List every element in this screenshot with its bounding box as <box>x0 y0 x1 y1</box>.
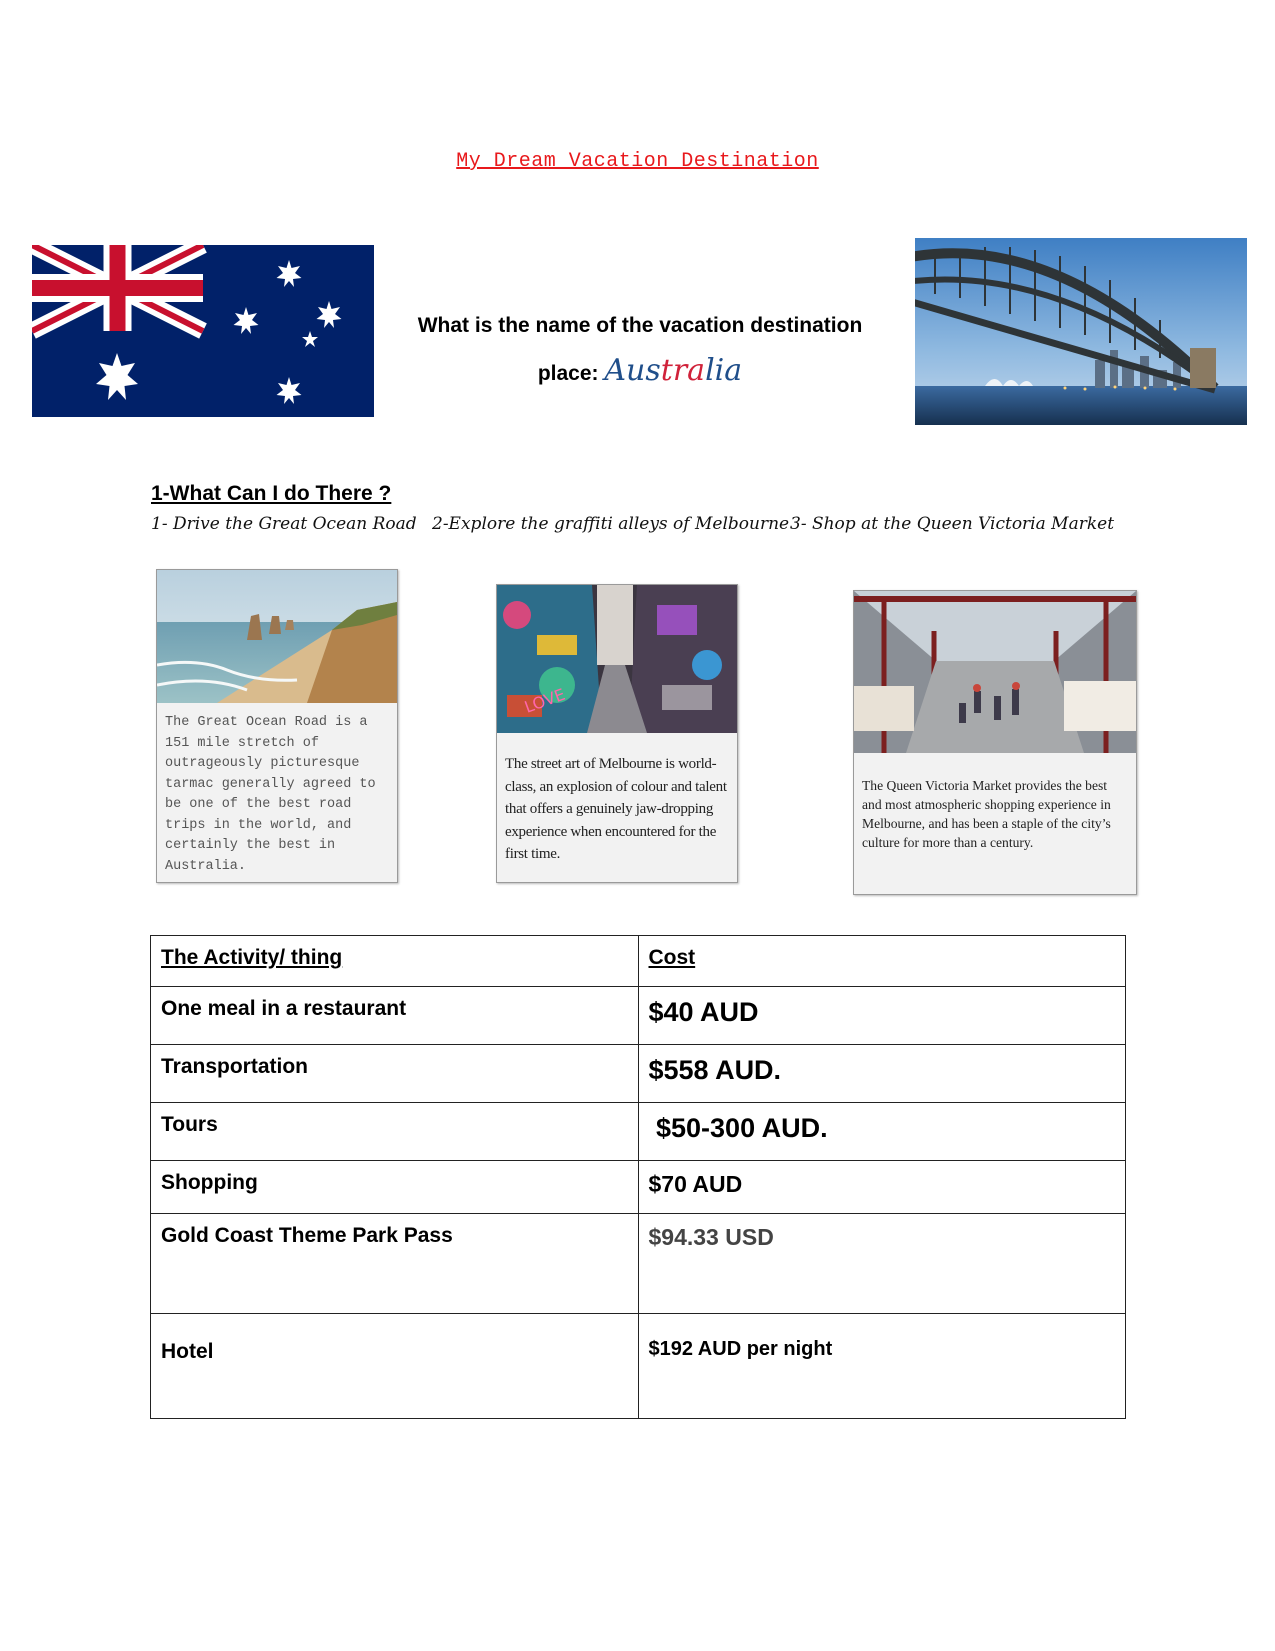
australian-flag-image <box>32 245 374 417</box>
table-row <box>151 1214 1126 1314</box>
activities-heading: 1-What Can I do There ? <box>151 482 392 505</box>
table-row <box>151 1314 1126 1419</box>
cost-cell: $70 AUD <box>638 1161 1126 1214</box>
great-ocean-road-description: The Great Ocean Road is a 151 mile stretch of outrageously picturesque tarmac generally agreed to be one of the best road trips in the world, and certainly the best in Australia. <box>165 715 376 874</box>
question-line-1: What is the name of the vacation destination <box>417 314 863 337</box>
destination-name-part2: tra <box>660 353 706 388</box>
header-activity: The Activity/ thing <box>151 936 639 987</box>
cost-cell: $50-300 AUD. <box>638 1103 1126 1161</box>
header-cost: Cost <box>638 936 1126 987</box>
cost-table <box>150 935 1126 1419</box>
destination-name <box>604 353 742 388</box>
graffiti-alley-description: The street art of Melbourne is world-class, an explosion of colour and talent that offers a genuinely jaw-dropping experience when encountered for the first time. <box>505 756 727 862</box>
table-row <box>151 1103 1126 1161</box>
cost-cell: $94.33 USD <box>638 1214 1126 1314</box>
cost-cell: $40 AUD <box>638 987 1126 1045</box>
activity-caption-2: 2-Explore the graffiti alleys of Melbourne <box>432 514 790 534</box>
cost-cell: $192 AUD per night <box>638 1314 1126 1419</box>
cost-cell: $558 AUD. <box>638 1045 1126 1103</box>
question-line-2 <box>390 348 890 396</box>
activity-cell: One meal in a restaurant <box>151 987 639 1045</box>
page-title: My Dream Vacation Destination <box>456 150 819 173</box>
great-ocean-road-card <box>156 569 398 883</box>
activity-caption-1: 1- Drive the Great Ocean Road <box>151 514 417 534</box>
activity-cell: Transportation <box>151 1045 639 1103</box>
union-jack <box>32 245 203 331</box>
destination-name-part3: lia <box>705 353 743 388</box>
question-place-label: place: <box>537 362 599 385</box>
table-row <box>151 987 1126 1045</box>
activity-caption-3: 3- Shop at the Queen Victoria Market <box>790 514 1115 534</box>
queen-victoria-market-card <box>853 590 1137 895</box>
queen-victoria-market-description: The Queen Victoria Market provides the best and most atmospheric shopping experience in Melbourne, and has been a staple of the city’s culture for more than a century. <box>862 778 1111 850</box>
sydney-harbour-bridge-image <box>915 238 1247 425</box>
table-header-row <box>151 936 1126 987</box>
svg-text:LOVE: LOVE <box>521 684 568 717</box>
activity-cell: Tours <box>151 1103 639 1161</box>
activity-cell: Gold Coast Theme Park Pass <box>151 1214 639 1314</box>
table-row <box>151 1045 1126 1103</box>
destination-name-part1: Aus <box>604 353 661 388</box>
activity-cell: Shopping <box>151 1161 639 1214</box>
destination-question <box>390 303 890 396</box>
graffiti-alley-image <box>497 585 737 733</box>
activity-cell: Hotel <box>151 1314 639 1419</box>
great-ocean-road-image <box>157 570 397 703</box>
queen-victoria-market-image <box>854 591 1136 753</box>
melbourne-graffiti-card <box>496 584 738 883</box>
table-row <box>151 1161 1126 1214</box>
